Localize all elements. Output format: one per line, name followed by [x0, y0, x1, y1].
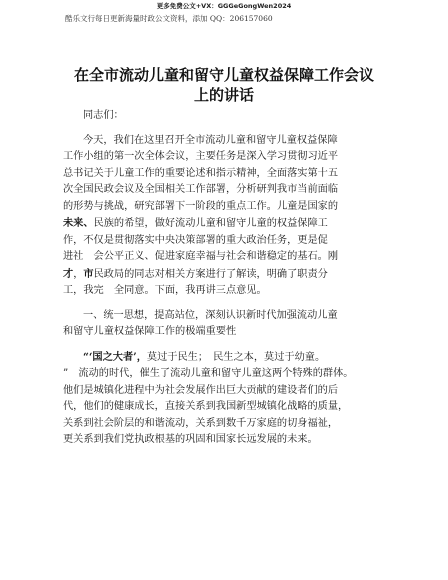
emphasis-text: 才 [63, 267, 74, 280]
paragraph-1-text: ， [73, 268, 84, 280]
paragraph-1-line: 工，我完 全同意。下面，我再讲三点意见。 [63, 285, 267, 296]
paragraph-1-line [63, 215, 393, 233]
paragraph-2-line: ” 流动的时代，催生了流动儿童和留守儿童这两个特殊的群体。 [63, 368, 354, 379]
section-1-heading [63, 308, 393, 341]
section-1-heading-line: 一、统一思想，提高站位，深刻认识新时代加强流动儿童 [83, 309, 338, 321]
top-banner: 更多免费公文+VX：GGGeGongWen2024 [156, 2, 292, 10]
paragraph-1-text: 民族的希望，做好流动儿童和留守儿童的权益保障工 [93, 218, 328, 229]
paragraph-2 [63, 349, 393, 449]
paragraph-1-line: 今天，我们在这里召开全市流动儿童和留守儿童权益保障 [83, 134, 338, 146]
document-body [63, 108, 393, 449]
emphasis-text: 市 [83, 267, 94, 280]
title-line-2: 上的讲话 [193, 86, 254, 104]
paragraph-1-text: 的形势与挑战，研究部署下一阶段的重点工作。 [63, 200, 277, 212]
paragraph-2-text: 莫过于民生； 民生之本，莫过于幼童。 [146, 351, 326, 363]
header-note: 酷乐文行每日更新海量时政公文资料，添加 QQ：206157060 [65, 14, 273, 23]
quote-emphasis: “‘国之大者’， [83, 350, 147, 363]
title-line-1: 在全市流动儿童和留守儿童权益保障工作会议 [73, 66, 374, 84]
emphasis-text: 未来、 [63, 217, 94, 229]
paragraph-1-line [63, 199, 393, 216]
paragraph-1-line: 总书记关于儿童工作的重要论述和指示精神，全面落实第十五 [63, 167, 339, 179]
paragraph-1-line: 工作小组的第一次全体会议，主要任务是深入学习贯彻习近平 [63, 151, 339, 162]
paragraph-1-line: 作，不仅是贯彻落实中央决策部署的重大政治任务，更是促 [63, 234, 328, 246]
paragraph-1-line: 次全国民政会议及全国相关工作部署，分析研判我市当前面临 [63, 184, 339, 195]
paragraph-2-line: 关系到社会阶层的和谐流动，关系到数千万家庭的切身福祉， [63, 417, 339, 429]
paragraph-1-text: 儿童是国家的 [276, 200, 339, 212]
paragraph-1 [63, 133, 393, 300]
paragraph-1-line [63, 266, 393, 284]
document-title [40, 65, 408, 105]
paragraph-1-line: 进社 会公平正义、促进家庭幸福与社会和谐稳定的基石。刚 [63, 251, 339, 262]
paragraph-1-text: 民政局的同志对相关方案进行了解读，明确了职责分 [93, 268, 328, 280]
paragraph-2-line: 他们是城镇化进程中为社会发展作出巨大贡献的建设者们的后 [63, 384, 339, 396]
salutation: 同志们： [83, 110, 124, 121]
paragraph-2-line: 更关系到我们党执政根基的巩固和国家长远发展的未来。 [63, 434, 318, 445]
paragraph-2-line: 代，他们的健康成长，直接关系到我国新型城镇化战略的质量， [63, 401, 349, 412]
paragraph-2-line [63, 349, 393, 367]
section-1-heading-line: 和留守儿童权益保障工作的极端重要性 [63, 326, 237, 337]
